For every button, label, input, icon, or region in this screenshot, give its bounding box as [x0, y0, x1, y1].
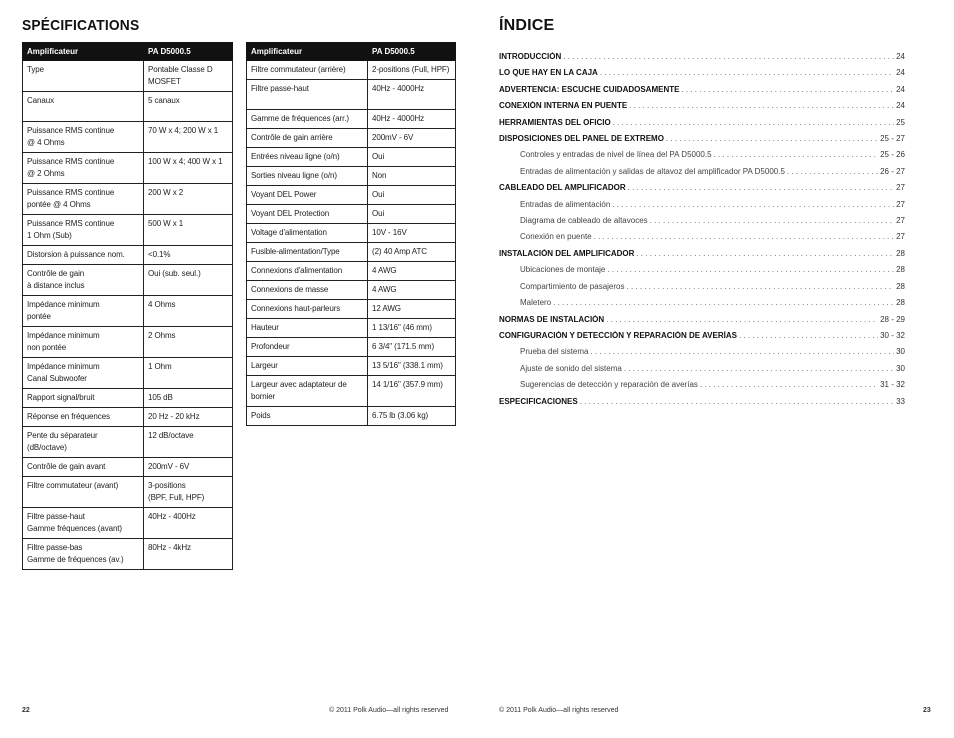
- spec-value: 500 W x 1: [144, 215, 233, 246]
- spec-label: Canaux: [23, 92, 144, 122]
- toc-dot-leader: [612, 200, 894, 209]
- toc-entry-page: 30: [896, 347, 905, 357]
- spec-label: Largeur: [247, 357, 368, 376]
- spec-value: 3-positions (BPF, Full, HPF): [144, 477, 233, 508]
- toc-entry-page: 30: [896, 363, 905, 373]
- spec-row: [247, 281, 456, 300]
- toc-dot-leader: [650, 216, 894, 225]
- toc-entry-label: CONEXIÓN INTERNA EN PUENTE: [499, 101, 628, 111]
- toc-entry: [499, 68, 905, 84]
- spec-value: 105 dB: [144, 389, 233, 408]
- toc-entry: [499, 183, 905, 199]
- spec-value: 1 13/16" (46 mm): [368, 319, 456, 338]
- spec-row: [247, 167, 456, 186]
- spec-row: [247, 61, 456, 80]
- spec-row: [23, 92, 233, 122]
- toc-entry-page: 28: [896, 298, 905, 308]
- spec-label: Filtre passe-haut Gamme fréquences (avant): [23, 508, 144, 539]
- toc-dot-leader: [590, 347, 894, 356]
- spec-row: [247, 186, 456, 205]
- spec-label: Distorsion à puissance nom.: [23, 246, 144, 265]
- toc-entry-page: 24: [896, 68, 905, 78]
- table-of-contents: [499, 52, 905, 413]
- spec-value: Oui (sub. seul.): [144, 265, 233, 296]
- toc-entry: [499, 282, 905, 298]
- page-number-left: 22: [22, 707, 30, 714]
- toc-entry-label: HERRAMIENTAS DEL OFICIO: [499, 117, 611, 127]
- toc-entry: [499, 331, 905, 347]
- spec-value: Oui: [368, 148, 456, 167]
- toc-dot-leader: [580, 397, 894, 406]
- toc-entry-page: 28 - 29: [880, 314, 905, 324]
- spec-row: [247, 80, 456, 110]
- toc-entry-page: 24: [896, 52, 905, 61]
- toc-dot-leader: [553, 298, 894, 307]
- spec-row: [23, 358, 233, 389]
- spec-label: Profondeur: [247, 338, 368, 357]
- toc-dot-leader: [666, 134, 878, 143]
- spec-row: [247, 376, 456, 407]
- spec-label: Impédance minimum non pontée: [23, 327, 144, 358]
- spec-value: 5 canaux: [144, 92, 233, 122]
- spec-value: 40Hz - 400Hz: [144, 508, 233, 539]
- toc-entry-label: Ajuste de sonido del sistema: [520, 363, 622, 373]
- spec-label: Sorties niveau ligne (o/n): [247, 167, 368, 186]
- spec-label: Largeur avec adaptateur de bornier: [247, 376, 368, 407]
- toc-entry: [499, 101, 905, 117]
- toc-entry-page: 27: [896, 216, 905, 226]
- toc-entry: [499, 216, 905, 232]
- toc-entry-page: 27: [896, 199, 905, 209]
- toc-entry: [499, 52, 905, 68]
- toc-entry: [499, 380, 905, 396]
- spec-value: <0.1%: [144, 246, 233, 265]
- toc-entry-page: 25 - 26: [880, 150, 905, 160]
- spec-value: Pontable Classe D MOSFET: [144, 61, 233, 92]
- toc-dot-leader: [636, 249, 894, 258]
- spec-label: Contrôle de gain à distance inclus: [23, 265, 144, 296]
- toc-entry-page: 30 - 32: [880, 330, 905, 340]
- spec-value: 200 W x 2: [144, 184, 233, 215]
- toc-entry-page: 31 - 32: [880, 380, 905, 390]
- toc-entry-page: 27: [896, 232, 905, 242]
- right-page: [477, 0, 954, 738]
- toc-entry: [499, 85, 905, 101]
- toc-entry: [499, 265, 905, 281]
- spec-value: Non: [368, 167, 456, 186]
- spec-row: [23, 61, 233, 92]
- toc-entry-label: Conexión en puente: [520, 232, 592, 242]
- spec-value: 70 W x 4; 200 W x 1: [144, 122, 233, 153]
- spec-row: [247, 148, 456, 167]
- spec-label: Connexions haut-parleurs: [247, 300, 368, 319]
- spec-label: Poids: [247, 407, 368, 426]
- spec-row: [23, 153, 233, 184]
- toc-dot-leader: [628, 183, 894, 192]
- spec-label: Filtre commutateur (avant): [23, 477, 144, 508]
- toc-entry-label: Prueba del sistema: [520, 347, 589, 357]
- spec-row: [247, 407, 456, 426]
- spec-label: Impédance minimum Canal Subwoofer: [23, 358, 144, 389]
- toc-dot-leader: [606, 315, 878, 324]
- spec-row: [23, 122, 233, 153]
- spec-label: Filtre commutateur (arrière): [247, 61, 368, 80]
- toc-entry: [499, 397, 905, 413]
- spec-label: Contrôle de gain arrière: [247, 129, 368, 148]
- toc-dot-leader: [607, 265, 894, 274]
- toc-entry-label: CONFIGURACIÓN Y DETECCIÓN Y REPARACIÓN DE AVERÍAS: [499, 330, 737, 340]
- spec-value: 2-positions (Full, HPF): [368, 61, 456, 80]
- spec-label: Puissance RMS continue @ 2 Ohms: [23, 153, 144, 184]
- spec-label: Filtre passe-haut: [247, 80, 368, 110]
- toc-entry: [499, 298, 905, 314]
- toc-entry: [499, 347, 905, 363]
- toc-entry: [499, 118, 905, 134]
- toc-entry-label: LO QUE HAY EN LA CAJA: [499, 68, 598, 78]
- spec-value: 13 5/16" (338.1 mm): [368, 357, 456, 376]
- toc-dot-leader: [624, 364, 894, 373]
- spec-label: Entrées niveau ligne (o/n): [247, 148, 368, 167]
- toc-entry-page: 24: [896, 101, 905, 111]
- spec-row: [23, 408, 233, 427]
- spec-label: Fusible-alimentation/Type: [247, 243, 368, 262]
- index-title: ÍNDICE: [499, 17, 555, 34]
- spec-value: 12 dB/octave: [144, 427, 233, 458]
- spec-value: 80Hz - 4kHz: [144, 539, 233, 570]
- toc-entry-page: 26 - 27: [880, 166, 905, 176]
- toc-dot-leader: [563, 52, 894, 61]
- spec-row: [23, 427, 233, 458]
- toc-entry-label: Entradas de alimentación: [520, 199, 611, 209]
- spec-label: Voyant DEL Protection: [247, 205, 368, 224]
- toc-dot-leader: [600, 68, 894, 77]
- header-model: PA D5000.5: [368, 43, 456, 61]
- spec-label: Puissance RMS continue 1 Ohm (Sub): [23, 215, 144, 246]
- spec-row: [23, 265, 233, 296]
- copyright-left: © 2011 Polk Audio—all rights reserved: [329, 707, 449, 714]
- spec-label: Rapport signal/bruit: [23, 389, 144, 408]
- spec-table-2: [246, 42, 456, 426]
- spec-value: 2 Ohms: [144, 327, 233, 358]
- toc-entry: [499, 150, 905, 166]
- spec-value: 6.75 lb (3.06 kg): [368, 407, 456, 426]
- spec-value: 14 1/16" (357.9 mm): [368, 376, 456, 407]
- toc-entry-page: 24: [896, 84, 905, 94]
- spec-row: [23, 477, 233, 508]
- toc-entry-label: ADVERTENCIA: ESCUCHE CUIDADOSAMENTE: [499, 84, 680, 94]
- toc-entry-page: 25 - 27: [880, 134, 905, 144]
- toc-entry-label: CABLEADO DEL AMPLIFICADOR: [499, 183, 626, 193]
- spec-value: 200mV - 6V: [144, 458, 233, 477]
- spec-table-header: [23, 43, 233, 61]
- spec-value: 200mV - 6V: [368, 129, 456, 148]
- toc-entry-label: Diagrama de cableado de altavoces: [520, 216, 648, 226]
- toc-entry-label: INSTALACIÓN DEL AMPLIFICADOR: [499, 248, 635, 258]
- spec-row: [247, 205, 456, 224]
- spec-row: [247, 338, 456, 357]
- spec-row: [23, 508, 233, 539]
- toc-entry-label: Controles y entradas de nivel de línea del PA D5000.5: [520, 150, 712, 160]
- spec-table-header: [247, 43, 456, 61]
- toc-entry-label: Compartimiento de pasajeros: [520, 281, 625, 291]
- header-amplifier: Amplificateur: [23, 43, 144, 61]
- spec-label: Impédance minimum pontée: [23, 296, 144, 327]
- toc-dot-leader: [594, 232, 894, 241]
- spec-label: Type: [23, 61, 144, 92]
- spec-row: [23, 458, 233, 477]
- spec-label: Réponse en fréquences: [23, 408, 144, 427]
- spec-table-1: [22, 42, 233, 570]
- spec-label: Connexions de masse: [247, 281, 368, 300]
- spec-label: Contrôle de gain avant: [23, 458, 144, 477]
- spec-value: 1 Ohm: [144, 358, 233, 389]
- spec-label: Gamme de fréquences (arr.): [247, 110, 368, 129]
- spec-value: 4 Ohms: [144, 296, 233, 327]
- spec-row: [247, 357, 456, 376]
- toc-dot-leader: [629, 101, 894, 110]
- page-number-right: 23: [923, 707, 931, 714]
- spec-row: [247, 243, 456, 262]
- spec-value: Oui: [368, 186, 456, 205]
- toc-entry: [499, 200, 905, 216]
- toc-entry: [499, 249, 905, 265]
- spec-row: [247, 262, 456, 281]
- spec-value: 6 3/4" (171.5 mm): [368, 338, 456, 357]
- specifications-title: SPÉCIFICATIONS: [22, 17, 140, 34]
- toc-entry-label: ESPECIFICACIONES: [499, 396, 578, 406]
- spec-label: Connexions d'alimentation: [247, 262, 368, 281]
- toc-entry-page: 27: [896, 183, 905, 193]
- toc-entry-page: 28: [896, 248, 905, 258]
- toc-entry-page: 28: [896, 265, 905, 275]
- toc-entry-label: Entradas de alimentación y salidas de altavoz del amplificador PA D5000.5: [520, 166, 785, 176]
- spec-row: [247, 129, 456, 148]
- spec-label: Puissance RMS continue @ 4 Ohms: [23, 122, 144, 153]
- copyright-right: © 2011 Polk Audio—all rights reserved: [499, 707, 619, 714]
- spec-label: Voyant DEL Power: [247, 186, 368, 205]
- spec-row: [23, 389, 233, 408]
- toc-entry: [499, 232, 905, 248]
- spec-label: Pente du séparateur (dB/octave): [23, 427, 144, 458]
- spec-value: 20 Hz - 20 kHz: [144, 408, 233, 427]
- toc-dot-leader: [613, 118, 894, 127]
- spec-value: 10V - 16V: [368, 224, 456, 243]
- toc-entry: [499, 315, 905, 331]
- toc-entry-label: NORMAS DE INSTALACIÓN: [499, 314, 605, 324]
- spec-value: 4 AWG: [368, 281, 456, 300]
- spec-row: [247, 300, 456, 319]
- toc-entry-label: Ubicaciones de montaje: [520, 265, 606, 275]
- toc-dot-leader: [739, 331, 878, 340]
- spec-value: 100 W x 4; 400 W x 1: [144, 153, 233, 184]
- spec-row: [247, 224, 456, 243]
- spec-value: Oui: [368, 205, 456, 224]
- toc-entry-page: 25: [896, 117, 905, 127]
- toc-entry-label: Maletero: [520, 298, 552, 308]
- toc-dot-leader: [787, 167, 878, 176]
- spec-value: 40Hz - 4000Hz: [368, 80, 456, 110]
- toc-entry-page: 33: [896, 396, 905, 406]
- spec-label: Hauteur: [247, 319, 368, 338]
- toc-dot-leader: [681, 85, 894, 94]
- spec-row: [23, 184, 233, 215]
- spec-row: [23, 296, 233, 327]
- toc-dot-leader: [714, 150, 879, 159]
- toc-entry-label: Sugerencias de detección y reparación de averías: [520, 380, 698, 390]
- toc-dot-leader: [627, 282, 895, 291]
- toc-dot-leader: [700, 380, 878, 389]
- toc-entry-page: 28: [896, 281, 905, 291]
- spec-row: [247, 319, 456, 338]
- spec-label: Voltage d'alimentation: [247, 224, 368, 243]
- spec-row: [23, 246, 233, 265]
- spec-row: [247, 110, 456, 129]
- spec-row: [23, 215, 233, 246]
- spec-value: 4 AWG: [368, 262, 456, 281]
- spec-value: (2) 40 Amp ATC: [368, 243, 456, 262]
- header-amplifier: Amplificateur: [247, 43, 368, 61]
- spec-label: Puissance RMS continue pontée @ 4 Ohms: [23, 184, 144, 215]
- toc-entry-label: INTRODUCCIÓN: [499, 52, 562, 61]
- spec-row: [23, 539, 233, 570]
- toc-entry: [499, 167, 905, 183]
- toc-entry: [499, 364, 905, 380]
- spec-value: 40Hz - 4000Hz: [368, 110, 456, 129]
- spec-value: 12 AWG: [368, 300, 456, 319]
- toc-entry-label: DISPOSICIONES DEL PANEL DE EXTREMO: [499, 134, 664, 144]
- toc-entry: [499, 134, 905, 150]
- spec-label: Filtre passe-bas Gamme de fréquences (av.): [23, 539, 144, 570]
- header-model: PA D5000.5: [144, 43, 233, 61]
- spec-row: [23, 327, 233, 358]
